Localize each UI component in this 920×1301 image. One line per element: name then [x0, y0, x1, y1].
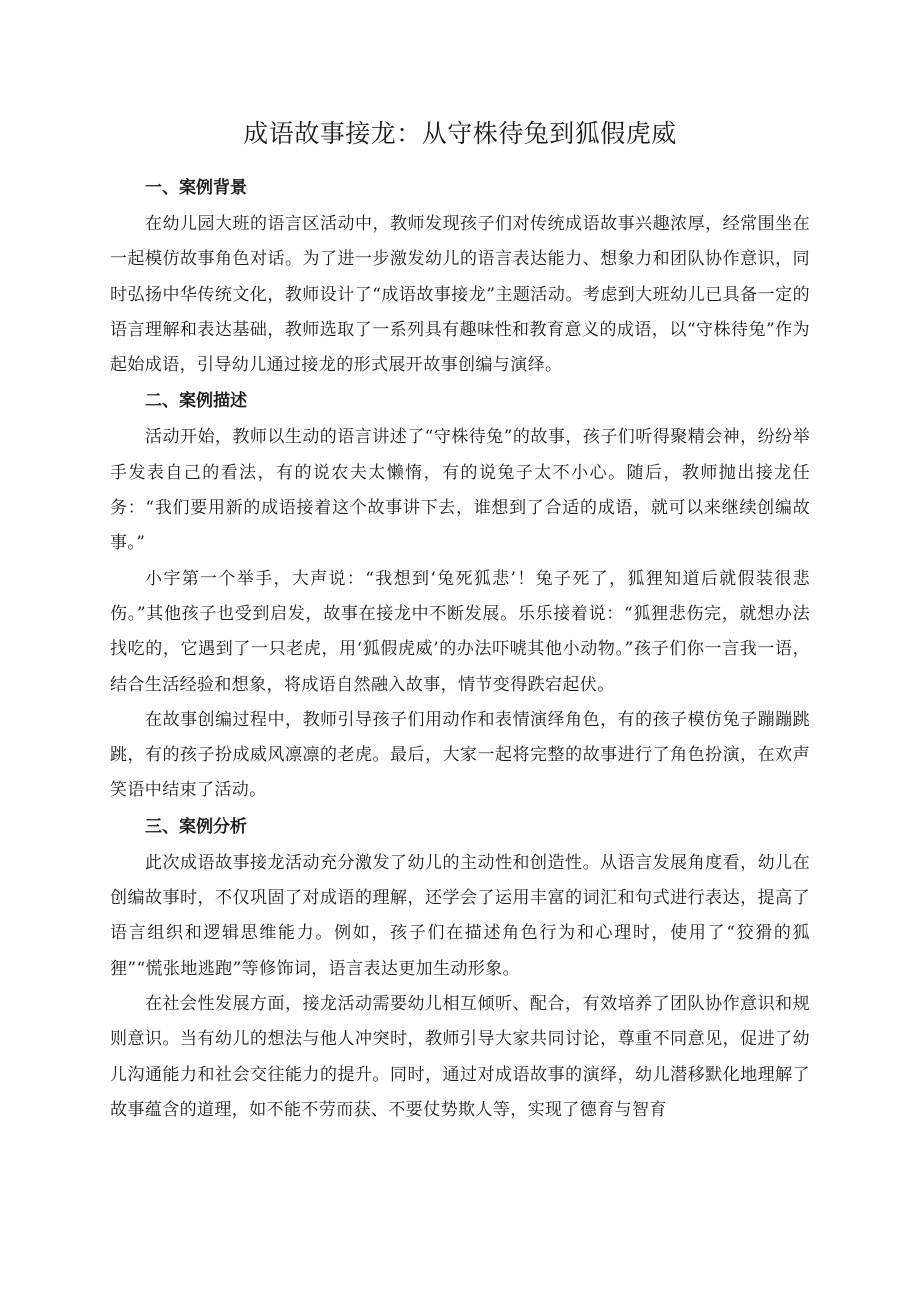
section-heading-description: 二、案例描述 [145, 391, 247, 412]
paragraph: 小宇第一个举手，大声说：“我想到‘兔死狐悲’！兔子死了，狐狸知道后就假装很悲伤。”其他孩子也受到启发，故事在接龙中不断发展。乐乐接着说：“狐狸悲伤完，就想办法找吃的，它遇到了一只老虎，用‘狐假虎威’的办法吓唬其他小动物。”孩子们你一言我一语，结合生活经验和想象，将成语自然融入故事，情节变得跌宕起伏。 [110, 568, 810, 695]
paragraph: 活动开始，教师以生动的语言讲述了“守株待兔”的故事，孩子们听得聚精会神，纷纷举手发表自己的看法，有的说农夫太懒惰，有的说兔子太不小心。随后，教师抛出接龙任务：“我们要用新的成语接着这个故事讲下去，谁想到了合适的成语，就可以来继续创编故事。” [110, 427, 810, 554]
section-heading-background: 一、案例背景 [145, 178, 247, 198]
section-heading-analysis: 三、案例分析 [145, 816, 247, 837]
paragraph: 在幼儿园大班的语言区活动中，教师发现孩子们对传统成语故事兴趣浓厚，经常围坐在一起模仿故事角色对话。为了进一步激发幼儿的语言表达能力、想象力和团队协作意识，同时弘扬中华传统文化，教师设计了“成语故事接龙”主题活动。考虑到大班幼儿已具备一定的语言理解和表达基础，教师选取了一系列具有趣味性和教育意义的成语，以“守株待兔”作为起始成语，引导幼儿通过接龙的形式展开故事创编与演绎。 [110, 214, 810, 376]
paragraph: 此次成语故事接龙活动充分激发了幼儿的主动性和创造性。从语言发展角度看，幼儿在创编故事时，不仅巩固了对成语的理解，还学会了运用丰富的词汇和句式进行表达，提高了语言组织和逻辑思维能力。例如，孩子们在描述角色行为和心理时，使用了“狡猾的狐狸”“慌张地逃跑”等修饰词，语言表达更加生动形象。 [110, 852, 810, 979]
document-body [110, 170, 810, 1128]
paragraph: 在社会性发展方面，接龙活动需要幼儿相互倾听、配合，有效培养了团队协作意识和规则意识。当有幼儿的想法与他人冲突时，教师引导大家共同讨论，尊重不同意见，促进了幼儿沟通能力和社会交往能力的提升。同时，通过对成语故事的演绎，幼儿潜移默化地理解了故事蕴含的道理，如不能不劳而获、不要仗势欺人等，实现了德育与智育 [110, 993, 810, 1120]
paragraph: 在故事创编过程中，教师引导孩子们用动作和表情演绎角色，有的孩子模仿兔子蹦蹦跳跳，有的孩子扮成威风凛凛的老虎。最后，大家一起将完整的故事进行了角色扮演，在欢声笑语中结束了活动。 [110, 709, 810, 801]
section-analysis [110, 809, 810, 1128]
document-title: 成语故事接龙：从守株待兔到狐假虎威 [243, 119, 677, 148]
section-background [110, 170, 810, 383]
section-description [110, 383, 810, 808]
